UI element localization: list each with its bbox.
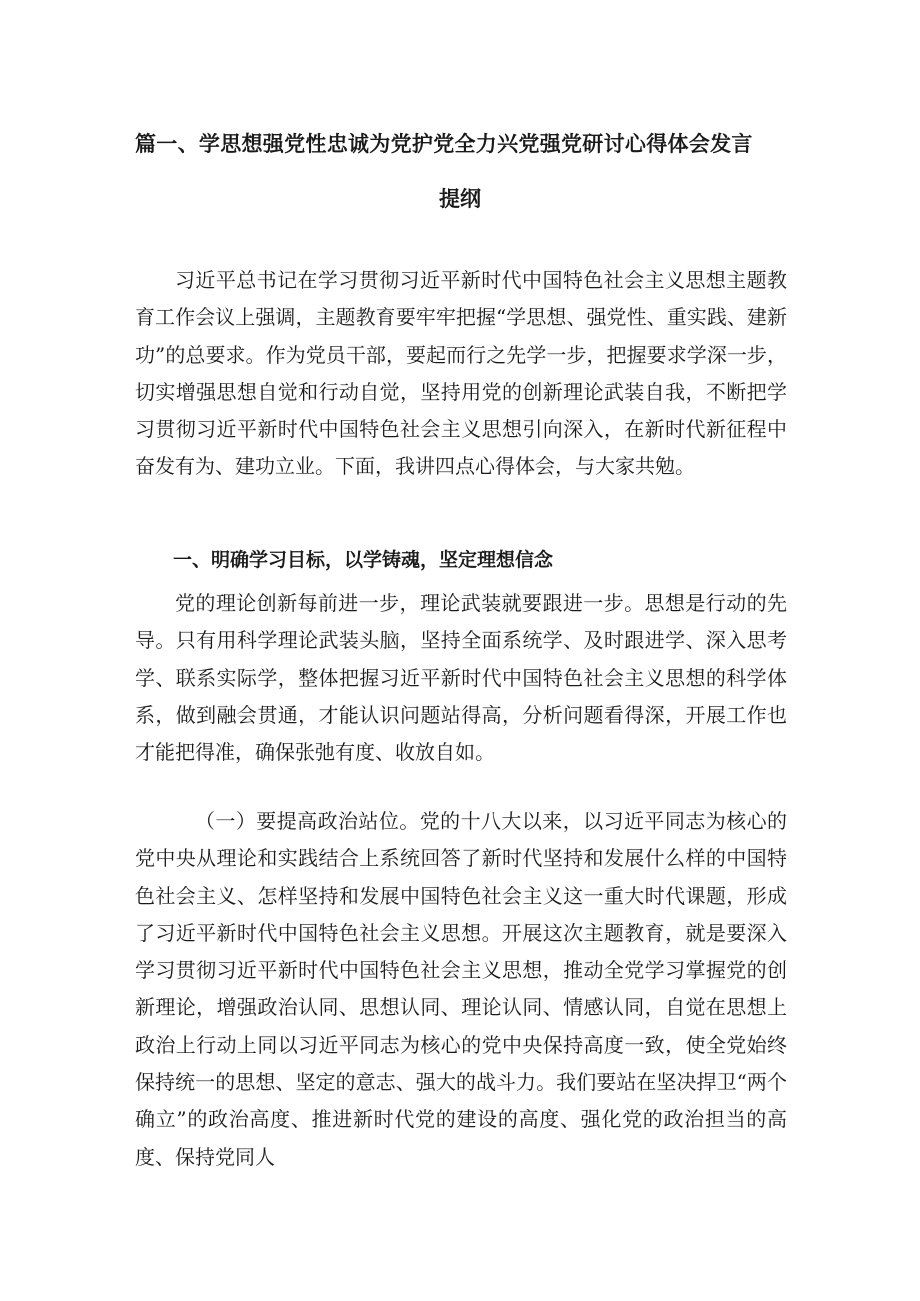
intro-paragraph: 习近平总书记在学习贯彻习近平新时代中国特色社会主义思想主题教育工作会议上强调，主题教育要牢牢把握“学思想、强党性、重实践、建新功”的总要求。作为党员干部，要起而行之先学一步，把握要求学深一步，切实增强思想自觉和行动自觉，坚持用党的创新理论武装自我，不断把学习贯彻习近平新时代中国特色社会主义思想引向深入，在新时代新征程中奋发有为、建功立业。下面，我讲四点心得体会，与大家共勉。 — [135, 268, 787, 479]
section-1-paragraph: 党的理论创新每前进一步，理论武装就要跟进一步。思想是行动的先导。只有用科学理论武装头脑，坚持全面系统学、及时跟进学、深入思考学、联系实际学，整体把握习近平新时代中国特色社会主义思想的科学体系，做到融会贯通，才能认识问题站得高，分析问题看得深，开展工作也才能把得准，确保张弛有度、收放自如。 — [135, 591, 787, 765]
document-title-continuation: 提纲 — [439, 187, 481, 211]
document-title: 篇一、学思想强党性忠诚为党护党全力兴党强党研讨心得体会发言 — [135, 132, 753, 156]
subsection-1-paragraph: （一）要提高政治站位。党的十八大以来，以习近平同志为核心的党中央从理论和实践结合上系统回答了新时代坚持和发展什么样的中国特色社会主义、怎样坚持和发展中国特色社会主义这一重大时代课题，形成了习近平新时代中国特色社会主义思想。开展这次主题教育，就是要深入学习贯彻习近平新时代中国特色社会主义思想，推动全党学习掌握党的创新理论，增强政治认同、思想认同、理论认同、情感认同，自觉在思想上政治上行动上同以习近平同志为核心的党中央保持高度一致，使全党始终保持统一的思想、坚定的意志、强大的战斗力。我们要站在坚决捍卫“两个确立”的政治高度、推进新时代党的建设的高度、强化党的政治担当的高度、保持党同人 — [135, 809, 787, 1169]
section-heading-1: 一、明确学习目标，以学铸魂，坚定理想信念 — [173, 549, 554, 571]
